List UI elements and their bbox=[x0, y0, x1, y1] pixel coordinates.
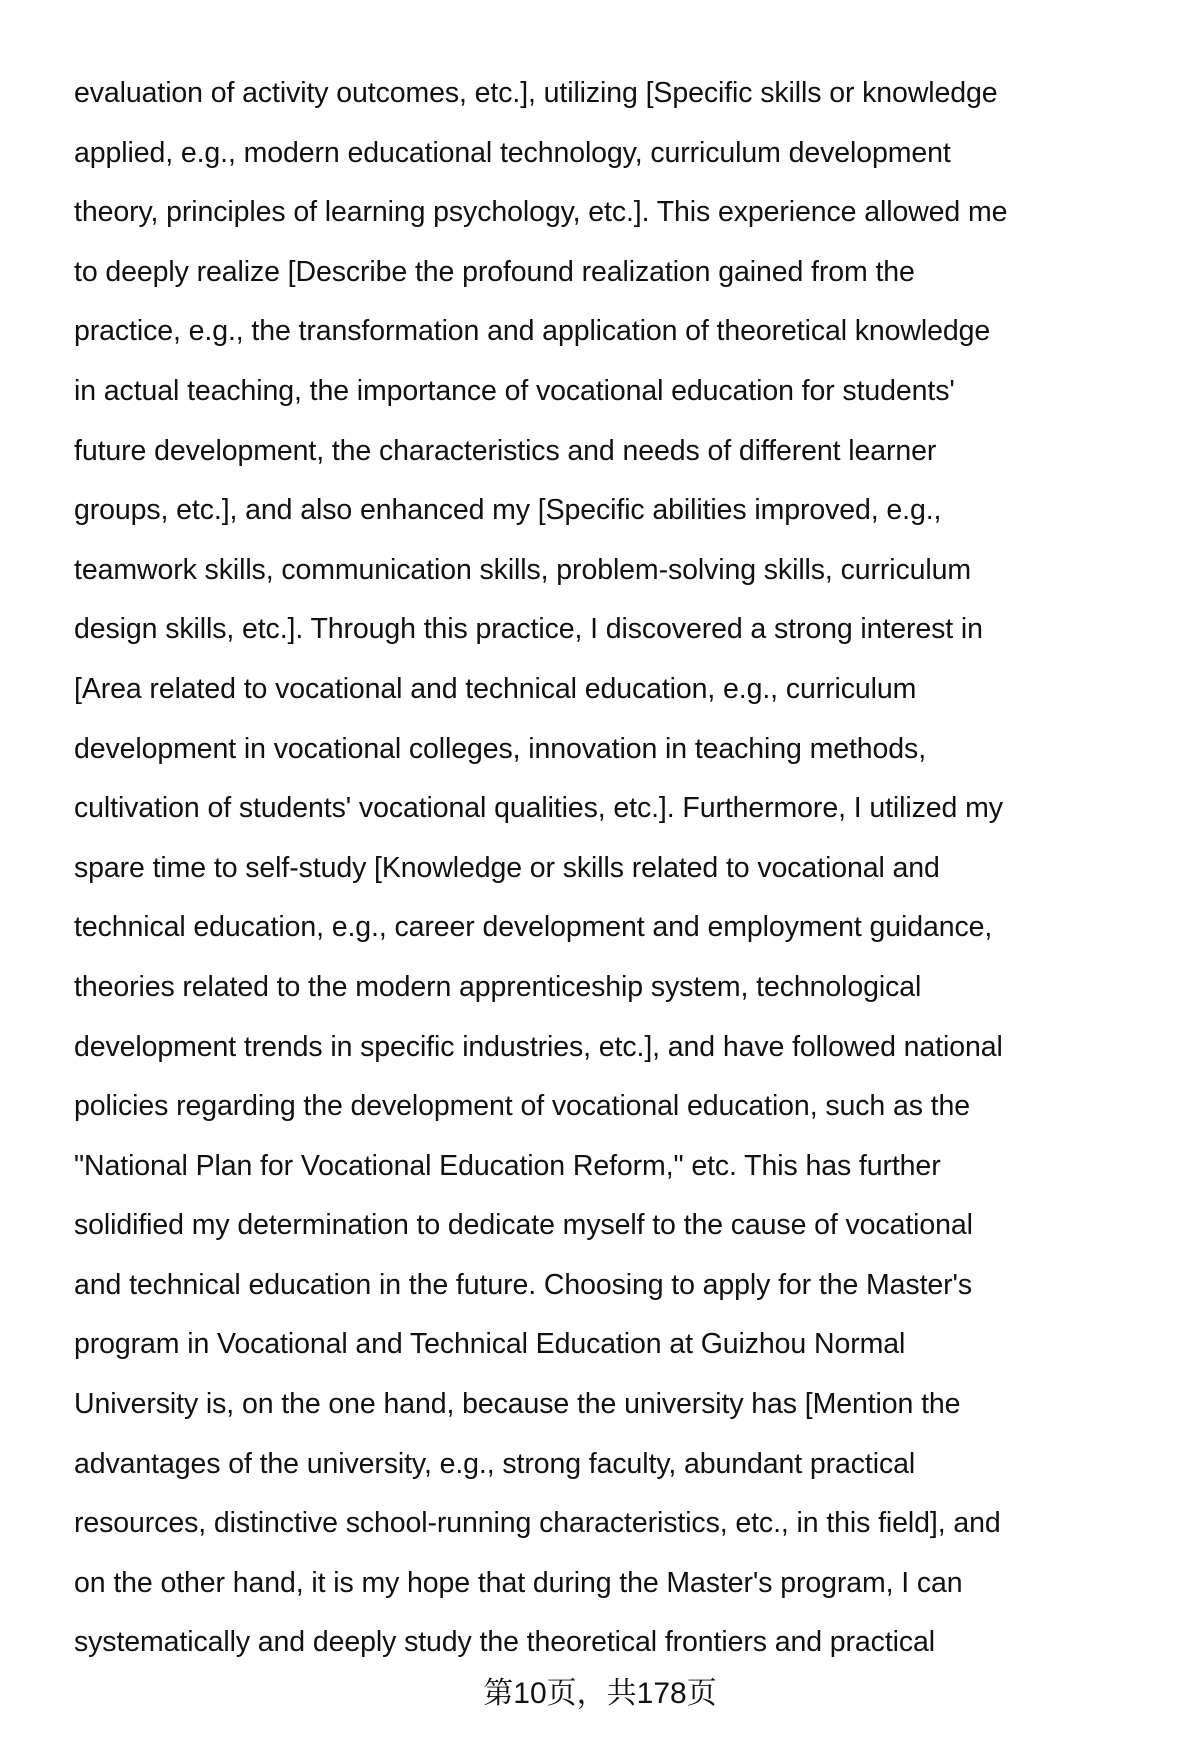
text-line: on the other hand, it is my hope that during the Master's program, I can bbox=[74, 1566, 963, 1599]
text-line: policies regarding the development of vocational education, such as the bbox=[74, 1090, 970, 1123]
text-line: resources, distinctive school-running characteristics, etc., in this field], and bbox=[74, 1507, 1001, 1540]
text-line: teamwork skills, communication skills, problem-solving skills, curriculum bbox=[74, 553, 972, 586]
text-line: practice, e.g., the transformation and application of theoretical knowledge bbox=[74, 315, 991, 348]
text-line: "National Plan for Vocational Education Reform," etc. This has further bbox=[74, 1149, 941, 1182]
text-line: development trends in specific industries, etc.], and have followed national bbox=[74, 1030, 1003, 1063]
text-line: solidified my determination to dedicate myself to the cause of vocational bbox=[74, 1209, 973, 1242]
text-line: future development, the characteristics and needs of different learner bbox=[74, 434, 937, 467]
text-line: theories related to the modern apprenticeship system, technological bbox=[74, 970, 922, 1003]
text-line: technical education, e.g., career development and employment guidance, bbox=[74, 911, 993, 944]
text-line: University is, on the one hand, because the university has [Mention the bbox=[74, 1388, 961, 1421]
document-body bbox=[74, 64, 1154, 1673]
text-line: development in vocational colleges, innovation in teaching methods, bbox=[74, 732, 927, 765]
text-line: in actual teaching, the importance of vocational education for students' bbox=[74, 374, 955, 407]
text-line: spare time to self-study [Knowledge or skills related to vocational and bbox=[74, 851, 940, 884]
text-line: [Area related to vocational and technical education, e.g., curriculum bbox=[74, 672, 917, 705]
text-line: systematically and deeply study the theoretical frontiers and practical bbox=[74, 1626, 936, 1659]
text-line: groups, etc.], and also enhanced my [Specific abilities improved, e.g., bbox=[74, 494, 942, 527]
text-line: evaluation of activity outcomes, etc.], utilizing [Specific skills or knowledge bbox=[74, 77, 998, 109]
text-line: to deeply realize [Describe the profound realization gained from the bbox=[74, 255, 915, 288]
text-line: design skills, etc.]. Through this practice, I discovered a strong interest in bbox=[74, 613, 983, 646]
page-number-footer: 第10页，共178页 bbox=[483, 1677, 717, 1710]
text-line: and technical education in the future. Choosing to apply for the Master's bbox=[74, 1268, 973, 1301]
text-line: program in Vocational and Technical Education at Guizhou Normal bbox=[74, 1328, 906, 1361]
text-line: cultivation of students' vocational qualities, etc.]. Furthermore, I utilized my bbox=[74, 792, 1003, 825]
text-line: applied, e.g., modern educational technology, curriculum development bbox=[74, 136, 951, 169]
text-line: theory, principles of learning psychology, etc.]. This experience allowed me bbox=[74, 196, 1008, 229]
text-line: advantages of the university, e.g., strong faculty, abundant practical bbox=[74, 1447, 916, 1480]
